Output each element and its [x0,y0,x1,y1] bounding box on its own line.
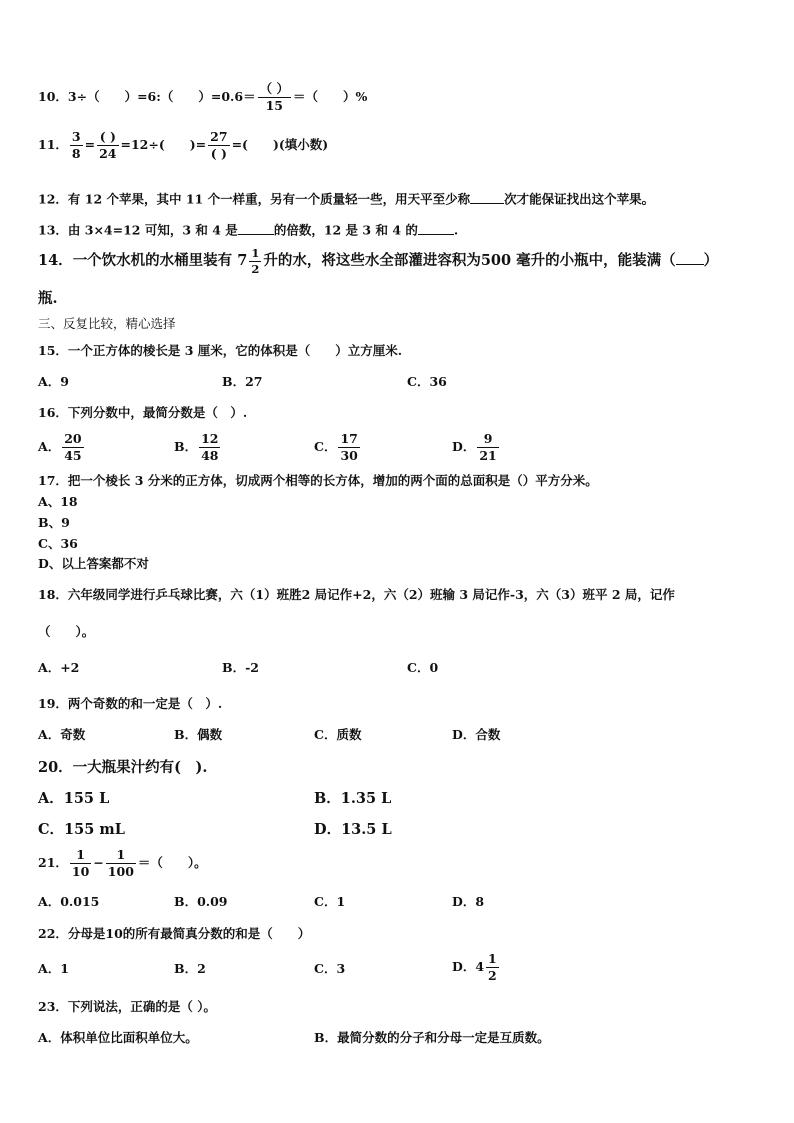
option-a[interactable]: A．1 [38,961,69,976]
option-a[interactable]: A．155 L [38,790,110,807]
option-a[interactable]: A．体积单位比面积单位大。 [38,1030,198,1045]
option-b[interactable]: B．27 [222,374,263,389]
fraction: $\frac{1}{2}$ [488,951,497,983]
option-b[interactable]: B． $\frac{12}{48}$ [174,431,219,463]
question-22: 22．分母是10的所有最简真分数的和是（ ） [38,926,311,941]
option-c[interactable]: C．36 [407,374,447,389]
question-17: 17．把一个棱长 3 分米的正方体，切成两个相等的长方体，增加的两个面的总面积是（）平方分米。 [38,473,598,488]
option-b[interactable]: B．最简分数的分子和分母一定是互质数。 [314,1030,550,1045]
answer-blank[interactable] [238,221,274,235]
answer-blank[interactable] [418,221,454,235]
fraction: $\frac{( )}{15}$ [259,81,289,113]
question-10: 10．3÷（ ）=6:（ ）=0.6＝ $\frac{( )}{15}$ ＝（ ）% [38,81,368,113]
answer-blank[interactable] [470,190,504,204]
question-13: 13．由 3×4=12 可知，3 和 4 是 的倍数，12 是 3 和 4 的 . [38,222,459,238]
option-b[interactable]: B、9 [38,515,70,530]
fraction: $\frac{1}{10}$ [71,847,90,879]
option-d[interactable]: D．合数 [452,727,501,742]
option-a[interactable]: A．奇数 [38,727,86,742]
question-18: 18．六年级同学进行乒乓球比赛，六（1）班胜2 局记作+2，六（2）班输 3 局记作-3，六（3）班平 2 局，记作 [38,587,675,602]
option-c[interactable]: C．0 [407,660,439,675]
question-12: 12．有 12 个苹果，其中 11 个一样重，另有一个质量轻一些，用天平至少称 次才能保证找出这个苹果。 [38,191,655,207]
option-b[interactable]: B．2 [174,961,206,976]
section-heading: 三、反复比较，精心选择 [38,316,176,331]
option-b[interactable]: B．-2 [222,660,259,675]
fraction: $\frac{1}{2}$ [251,246,260,276]
option-b[interactable]: B．1.35 L [314,790,392,807]
option-d[interactable]: D．4 $\frac{1}{2}$ [452,951,497,983]
option-c[interactable]: C． $\frac{17}{30}$ [314,431,358,463]
option-c[interactable]: C．1 [314,894,346,909]
option-a[interactable]: A． $\frac{20}{45}$ [38,431,82,463]
fraction: $\frac{1}{100}$ [107,847,134,879]
option-c[interactable]: C．155 mL [38,821,125,838]
question-15: 15．一个正方体的棱长是 3 厘米，它的体积是（ ）立方厘米. [38,343,403,358]
option-d[interactable]: D．13.5 L [314,821,392,838]
option-d[interactable]: D． $\frac{9}{21}$ [452,431,497,463]
fraction: $\frac{( )}{24}$ [99,129,117,161]
question-23: 23．下列说法，正确的是（ ）。 [38,999,216,1014]
option-a[interactable]: A．+2 [38,660,80,675]
option-c[interactable]: C．3 [314,961,346,976]
question-20: 20．一大瓶果汁约有( ). [38,759,208,776]
option-b[interactable]: B．0.09 [174,894,228,909]
option-b[interactable]: B．偶数 [174,727,223,742]
option-a[interactable]: A．9 [38,374,69,389]
fraction: $\frac{27}{( )}$ [210,129,228,161]
fraction: $\frac{17}{30}$ [340,431,358,463]
fraction: $\frac{12}{48}$ [201,431,219,463]
option-c[interactable]: C、36 [38,536,78,551]
question-11: 11． $\frac{3}{8}$ = $\frac{( )}{24}$ =12÷( )= $\frac{27}{( )}$ =( )(填小数) [38,129,329,161]
option-d[interactable]: D、以上答案都不对 [38,556,149,571]
question-14: 14．一个饮水机的水桶里装有 7 $\frac{1}{2}$ 升的水，将这些水全部灌进容积为500 毫升的小瓶中，能装满（ ） [38,246,719,276]
answer-blank[interactable] [676,250,704,266]
question-18-cont: （ ）。 [38,624,95,639]
question-16: 16．下列分数中，最简分数是（ ）. [38,405,248,420]
question-14-cont: 瓶. [38,290,58,307]
fraction: $\frac{3}{8}$ [71,129,81,161]
option-a[interactable]: A、18 [38,494,78,509]
option-a[interactable]: A．0.015 [38,894,100,909]
option-d[interactable]: D．8 [452,894,485,909]
question-19: 19．两个奇数的和一定是（ ）. [38,696,223,711]
fraction: $\frac{9}{21}$ [479,431,497,463]
fraction: $\frac{20}{45}$ [64,431,82,463]
question-21: 21． $\frac{1}{10}$ − $\frac{1}{100}$ ＝（ ）。 [38,847,207,879]
option-c[interactable]: C．质数 [314,727,362,742]
